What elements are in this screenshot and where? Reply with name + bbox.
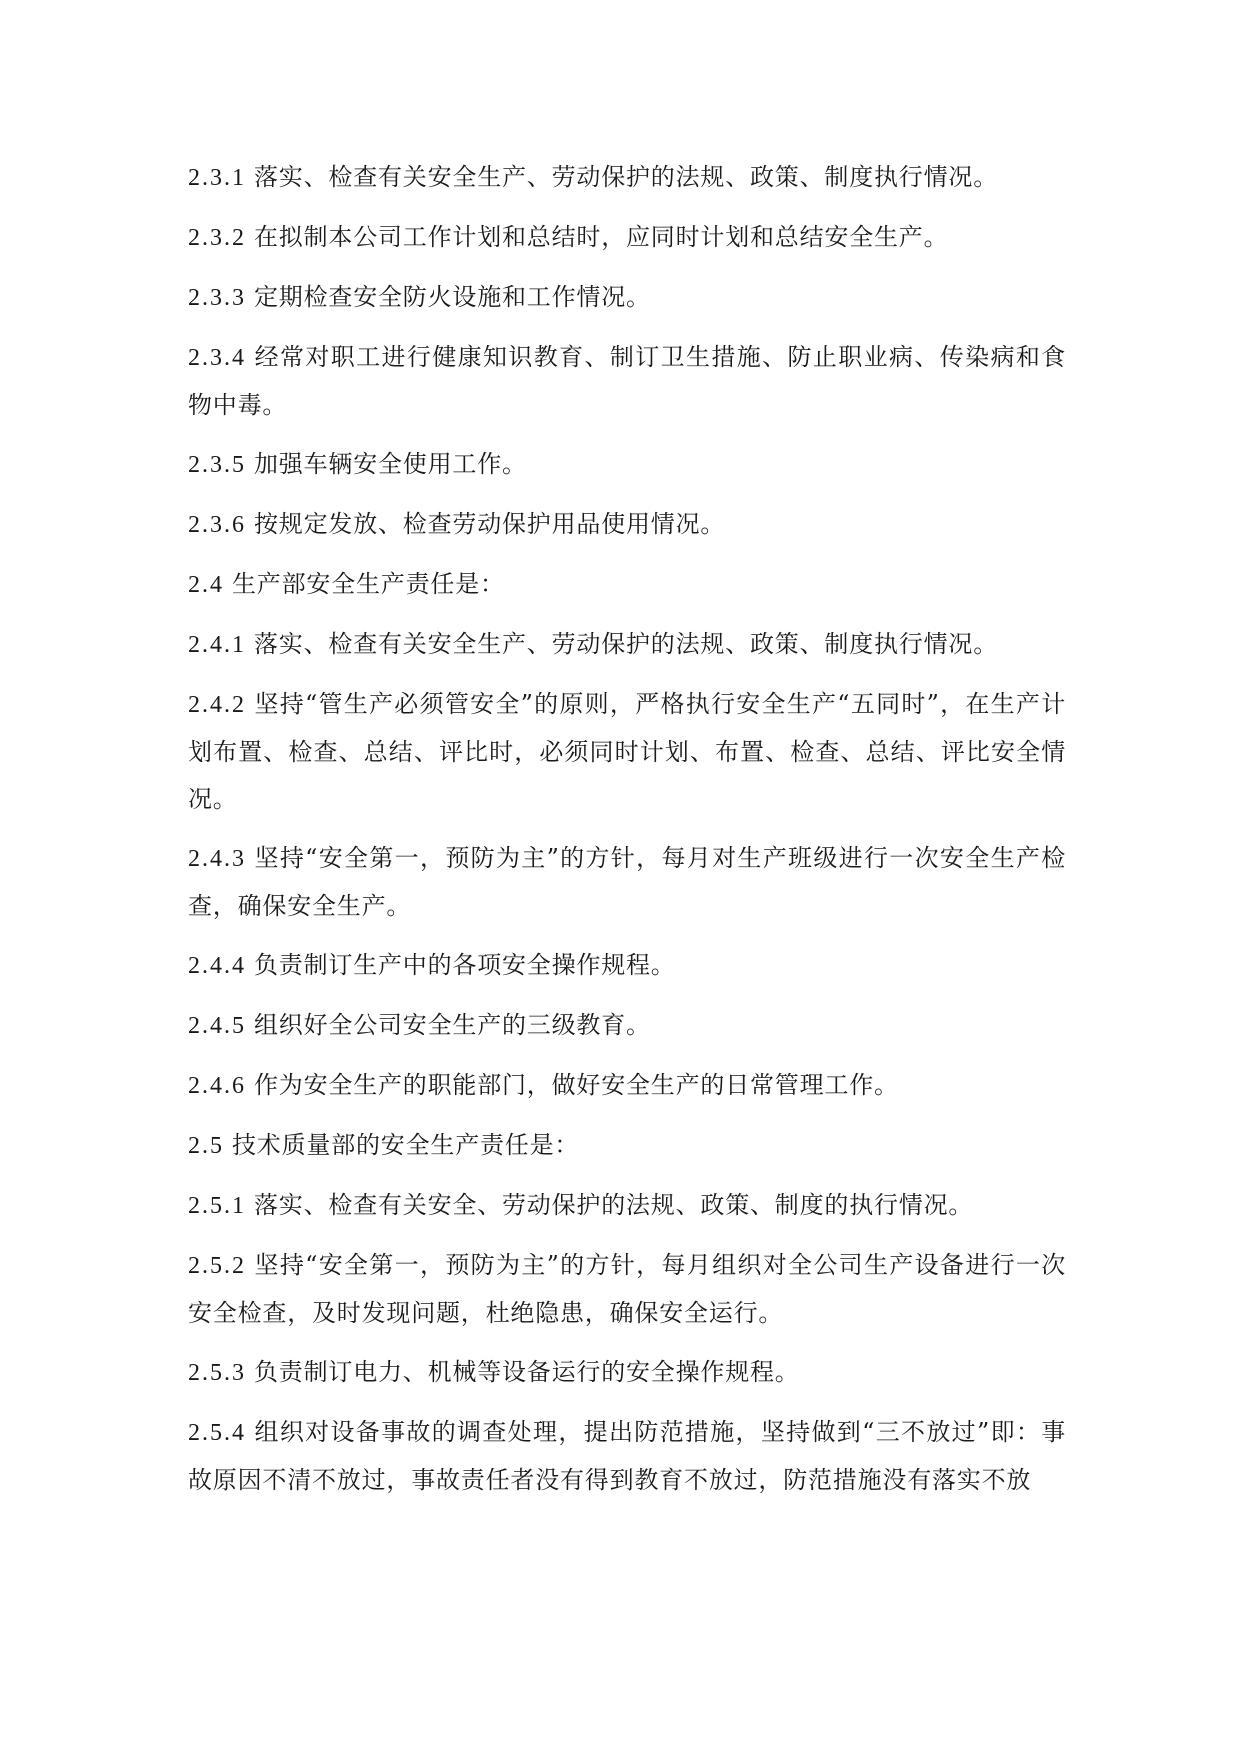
paragraph-2-4-6	[188, 1062, 1066, 1110]
paragraph-text: 负责制订电力、机械等设备运行的安全操作规程。	[254, 1358, 800, 1386]
section-number: 2.4.6	[188, 1073, 246, 1099]
paragraph-2-3-3	[188, 274, 1066, 322]
section-number: 2.3.5	[188, 452, 246, 478]
paragraph-2-5-2	[188, 1242, 1066, 1337]
paragraph-text: 定期检查安全防火设施和工作情况。	[254, 283, 651, 311]
paragraph-text: 在拟制本公司工作计划和总结时，应同时计划和总结安全生产。	[254, 223, 949, 251]
heading-2-4	[188, 561, 1066, 609]
paragraph-text: 负责制订生产中的各项安全操作规程。	[254, 951, 676, 979]
paragraph-2-3-4	[188, 334, 1066, 429]
section-number: 2.4.4	[188, 953, 246, 979]
section-number: 2.3.1	[188, 165, 246, 191]
paragraph-text: 组织对设备事故的调查处理，提出防范措施，坚持做到“三不放过”即：事故原因不清不放过，事故责任者没有得到教育不放过，防范措施没有落实不放	[188, 1418, 1066, 1494]
section-number: 2.4.2	[188, 692, 246, 718]
section-number: 2.3.2	[188, 225, 246, 251]
paragraph-2-5-3	[188, 1349, 1066, 1397]
paragraph-text: 技术质量部的安全生产责任是：	[232, 1131, 580, 1159]
paragraph-text: 坚持“安全第一，预防为主”的方针，每月组织对全公司生产设备进行一次安全检查，及时发现问题，杜绝隐患，确保安全运行。	[188, 1251, 1066, 1327]
paragraph-text: 落实、检查有关安全生产、劳动保护的法规、政策、制度执行情况。	[254, 163, 998, 191]
paragraph-text: 坚持“管生产必须管安全”的原则，严格执行安全生产“五同时”，在生产计划布置、检查、总结、评比时，必须同时计划、布置、检查、总结、评比安全情况。	[188, 690, 1066, 813]
section-number: 2.5.4	[188, 1420, 246, 1446]
paragraph-text: 生产部安全生产责任是：	[232, 570, 505, 598]
paragraph-text: 经常对职工进行健康知识教育、制订卫生措施、防止职业病、传染病和食物中毒。	[188, 343, 1066, 419]
section-number: 2.5.2	[188, 1253, 246, 1279]
paragraph-text: 组织好全公司安全生产的三级教育。	[254, 1011, 651, 1039]
paragraph-2-3-2	[188, 214, 1066, 262]
paragraph-2-4-5	[188, 1002, 1066, 1050]
section-number: 2.3.6	[188, 512, 246, 538]
section-number: 2.3.3	[188, 285, 246, 311]
paragraph-text: 作为安全生产的职能部门，做好安全生产的日常管理工作。	[254, 1071, 899, 1099]
paragraph-2-4-3	[188, 835, 1066, 930]
paragraph-2-3-6	[188, 501, 1066, 549]
section-number: 2.5	[188, 1133, 224, 1159]
paragraph-text: 落实、检查有关安全、劳动保护的法规、政策、制度的执行情况。	[254, 1191, 974, 1219]
paragraph-2-3-1	[188, 154, 1066, 202]
paragraph-text: 加强车辆安全使用工作。	[254, 450, 527, 478]
section-number: 2.4.1	[188, 632, 246, 658]
paragraph-2-5-1	[188, 1182, 1066, 1230]
paragraph-text: 坚持“安全第一，预防为主”的方针，每月对生产班级进行一次安全生产检查，确保安全生产。	[188, 844, 1066, 920]
paragraph-2-4-2	[188, 681, 1066, 823]
section-number: 2.4.3	[188, 846, 246, 872]
section-number: 2.4.5	[188, 1013, 246, 1039]
heading-2-5	[188, 1122, 1066, 1170]
document-body	[188, 154, 1066, 1516]
paragraph-2-4-1	[188, 621, 1066, 669]
section-number: 2.4	[188, 572, 224, 598]
paragraph-2-3-5	[188, 441, 1066, 489]
section-number: 2.3.4	[188, 345, 246, 371]
section-number: 2.5.3	[188, 1360, 246, 1386]
paragraph-2-4-4	[188, 942, 1066, 990]
paragraph-2-5-4	[188, 1409, 1066, 1504]
paragraph-text: 落实、检查有关安全生产、劳动保护的法规、政策、制度执行情况。	[254, 630, 998, 658]
paragraph-text: 按规定发放、检查劳动保护用品使用情况。	[254, 510, 726, 538]
section-number: 2.5.1	[188, 1193, 246, 1219]
